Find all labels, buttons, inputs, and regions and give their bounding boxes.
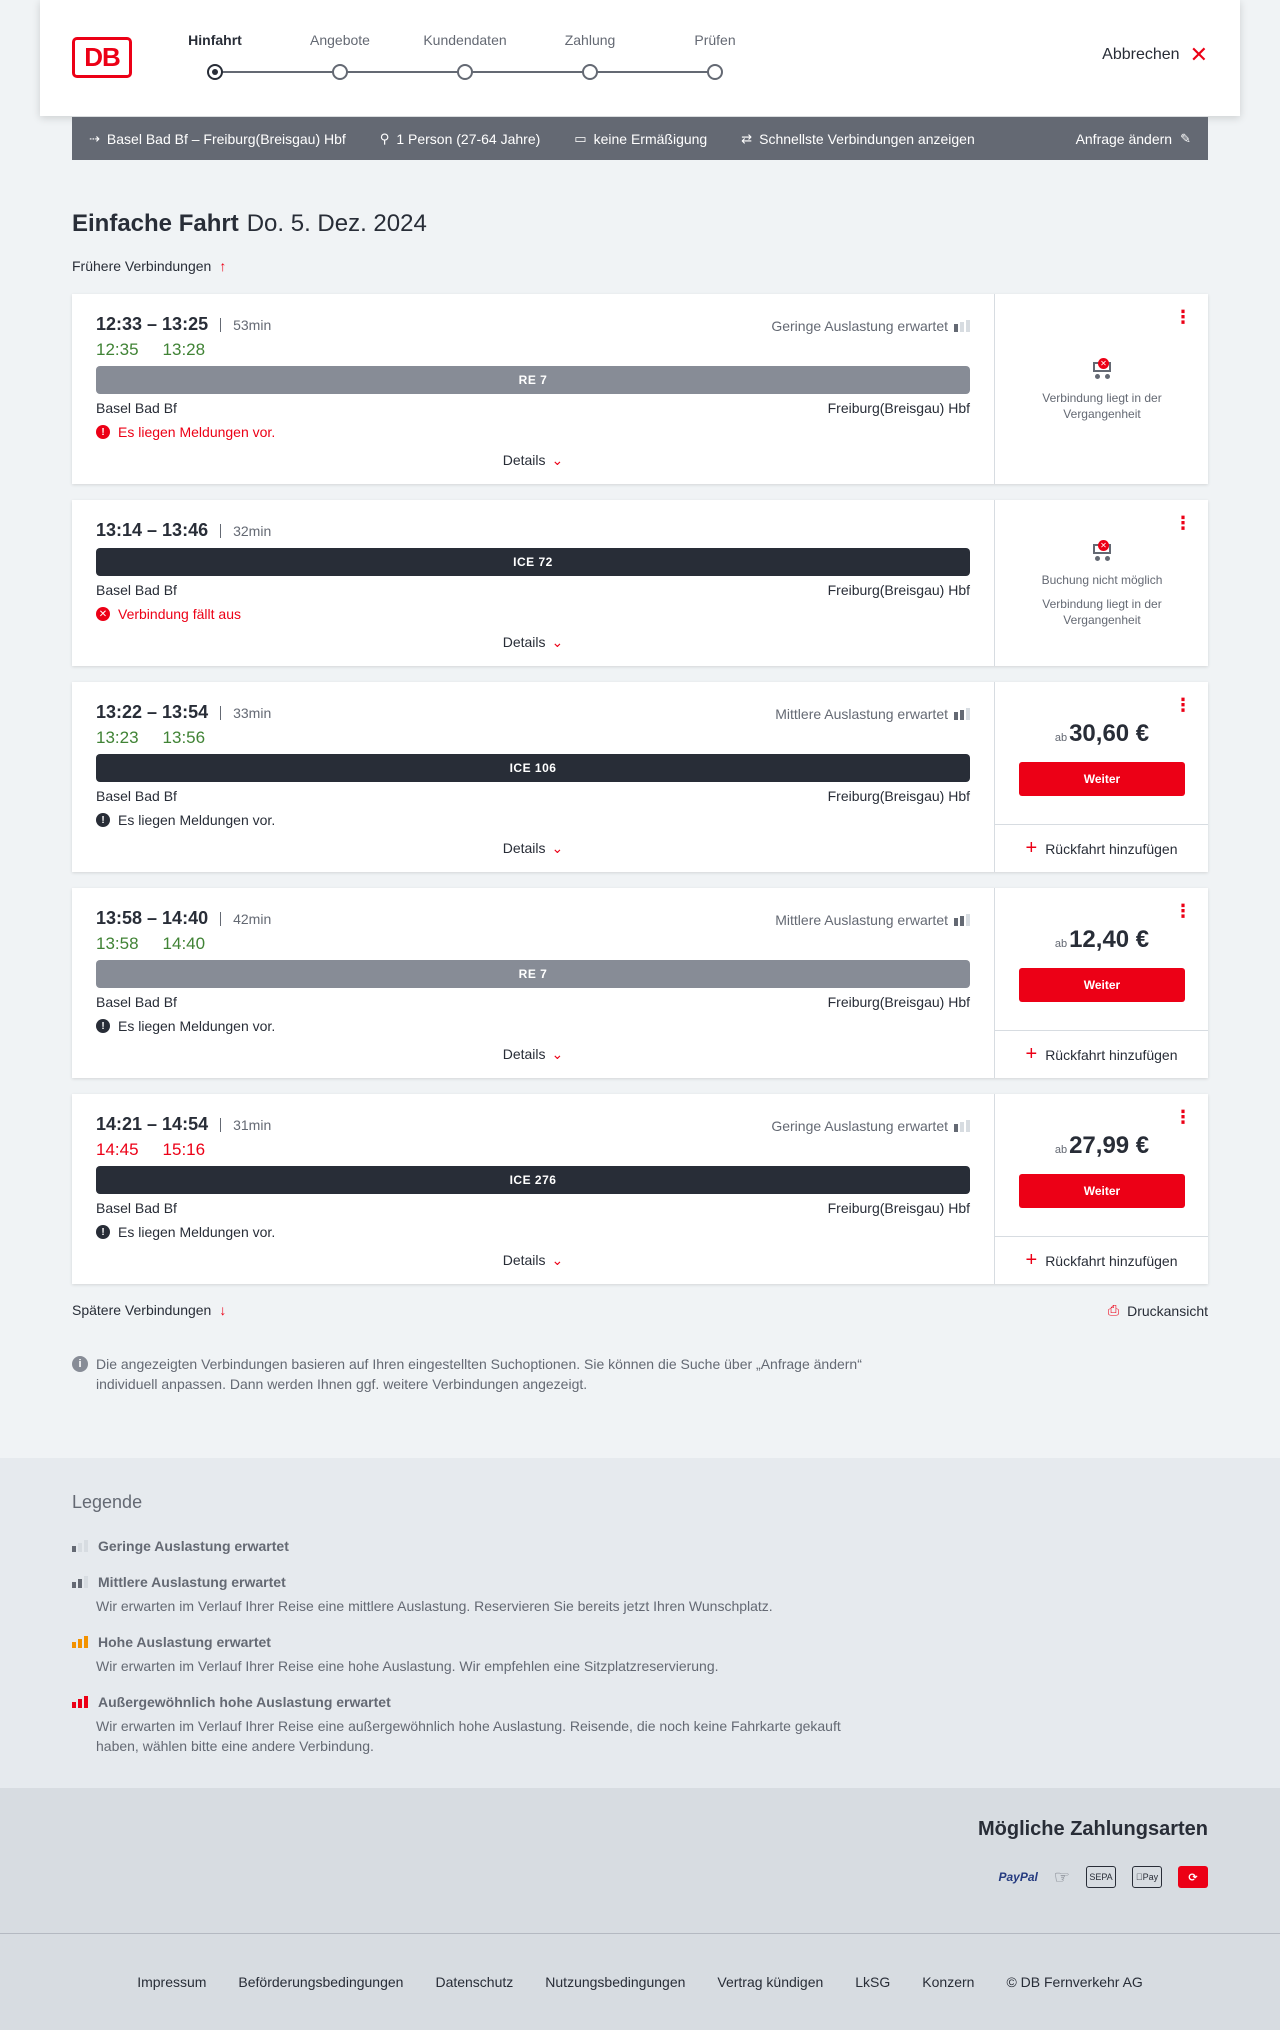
- printer-icon: ⎙: [1107, 1302, 1120, 1318]
- cancellation-text: Verbindung fällt aus: [118, 606, 241, 622]
- medium-occupancy-icon: [954, 708, 970, 720]
- scheduled-time: 13:22 – 13:54: [96, 702, 209, 722]
- cancel-label: Abbrechen: [1102, 46, 1180, 63]
- payment-title: Mögliche Zahlungsarten: [977, 1818, 1208, 1840]
- pencil-icon: ✎: [1180, 130, 1191, 146]
- edit-label: Anfrage ändern: [1075, 130, 1173, 147]
- edit-request-button[interactable]: [1076, 131, 1191, 147]
- connection-info: [72, 888, 994, 1078]
- realtime-arrival: 13:28: [162, 340, 206, 359]
- alert-icon: !: [96, 1019, 110, 1033]
- alert-text: Es liegen Meldungen vor.: [118, 812, 276, 828]
- medium-occupancy-icon: [72, 1576, 88, 1588]
- cancellation-message: [96, 606, 241, 622]
- price-value: 12,40 €: [1069, 926, 1150, 953]
- realtime-times: [96, 728, 205, 748]
- alert-message: [96, 1018, 275, 1034]
- legend-item-desc: Wir erwarten im Verlauf Ihrer Reise eine außergewöhnlich hohe Auslastung. Reisende, die noch keine Fahrkarte gekauft haben, wählen bitte eine andere Verbindung.: [96, 1718, 841, 1754]
- passenger-summary: [380, 131, 541, 147]
- add-return-button[interactable]: [995, 1236, 1208, 1284]
- details-toggle[interactable]: [72, 1046, 994, 1063]
- footer-links: [0, 1974, 1280, 1990]
- status-line-2: Vergangenheit: [1063, 613, 1141, 627]
- alert-icon: !: [96, 813, 110, 827]
- realtime-departure: 12:35: [96, 340, 139, 359]
- step-label: Hinfahrt: [188, 32, 242, 48]
- status-line-1: Verbindung liegt in der: [1042, 391, 1162, 405]
- connection-info: [72, 682, 994, 872]
- details-toggle[interactable]: [72, 840, 994, 857]
- step-label: Zahlung: [564, 32, 616, 48]
- alert-text: Es liegen Meldungen vor.: [118, 424, 276, 440]
- alert-message: [96, 1224, 275, 1240]
- connection-times: [96, 520, 271, 541]
- destination-station: Freiburg(Breisgau) Hbf: [827, 994, 970, 1010]
- add-return-button[interactable]: [995, 1030, 1208, 1078]
- price-value: 30,60 €: [1069, 720, 1150, 747]
- step-pruefen: [655, 30, 775, 80]
- train-bar[interactable]: ICE 276: [96, 1166, 970, 1194]
- discount-summary: [574, 131, 707, 147]
- step-label: Kundendaten: [423, 32, 507, 48]
- db-card-icon: ⟳: [1178, 1866, 1208, 1888]
- origin-station: Basel Bad Bf: [96, 400, 177, 416]
- step-label: Angebote: [310, 32, 370, 48]
- search-summary-bar: [72, 117, 1208, 160]
- connection-card: [72, 888, 1208, 1078]
- route-arrow-icon: ⇢: [89, 130, 100, 146]
- realtime-departure: 14:45: [96, 1140, 139, 1159]
- footer-link-konzern[interactable]: Konzern: [922, 1974, 975, 1990]
- station-row: [96, 1200, 970, 1216]
- footer-link-impressum[interactable]: Impressum: [137, 1974, 207, 1990]
- continue-button[interactable]: Weiter: [1019, 762, 1185, 796]
- sepa-icon: SEPA: [1086, 1866, 1116, 1888]
- price-value: 27,99 €: [1069, 1132, 1150, 1159]
- connection-times: [96, 1114, 271, 1135]
- chevron-down-icon: ⌄: [551, 1046, 564, 1062]
- realtime-times: [96, 340, 205, 360]
- info-icon: i: [72, 1356, 88, 1372]
- connection-info: [72, 1094, 994, 1284]
- add-return-button[interactable]: [995, 824, 1208, 872]
- db-logo[interactable]: DB: [72, 37, 132, 78]
- duration: 32min: [220, 524, 271, 538]
- train-bar[interactable]: ICE 106: [96, 754, 970, 782]
- legend-item-high: [72, 1634, 876, 1676]
- price-prefix: ab: [1054, 1144, 1068, 1156]
- destination-station: Freiburg(Breisgau) Hbf: [827, 582, 970, 598]
- return-label: Rückfahrt hinzufügen: [1045, 1046, 1178, 1063]
- legend-item-title: Mittlere Auslastung erwartet: [98, 1574, 286, 1590]
- occupancy-info: [775, 912, 970, 928]
- search-notice: [72, 1354, 862, 1394]
- more-options-icon[interactable]: ⋮: [1174, 901, 1192, 921]
- trip-type: Einfache Fahrt: [72, 210, 239, 237]
- arrow-up-icon: ↑: [219, 258, 227, 274]
- realtime-departure: 13:23: [96, 728, 139, 747]
- return-label: Rückfahrt hinzufügen: [1045, 1252, 1178, 1269]
- occupancy-label: Mittlere Auslastung erwartet: [775, 706, 948, 722]
- price: [995, 926, 1209, 954]
- connection-info: [72, 294, 994, 484]
- footer: [0, 1933, 1280, 2030]
- origin-station: Basel Bad Bf: [96, 1200, 177, 1216]
- footer-link-befoerderung[interactable]: Beförderungsbedingungen: [238, 1974, 404, 1990]
- passenger-text: 1 Person (27-64 Jahre): [396, 130, 541, 147]
- scheduled-time: 12:33 – 13:25: [96, 314, 209, 334]
- connection-times: [96, 702, 271, 723]
- details-label: Details: [502, 452, 546, 468]
- scheduled-time: 13:14 – 13:46: [96, 520, 209, 540]
- plus-icon: +: [1025, 837, 1038, 859]
- details-toggle[interactable]: [72, 634, 994, 651]
- status-line-2: Vergangenheit: [1063, 407, 1141, 421]
- chevron-down-icon: ⌄: [551, 1252, 564, 1268]
- alert-icon: !: [96, 1225, 110, 1239]
- details-label: Details: [502, 1046, 546, 1062]
- connection-card: [72, 500, 1208, 666]
- plus-icon: +: [1025, 1043, 1038, 1065]
- occupancy-info: [771, 1118, 970, 1134]
- station-row: [96, 582, 970, 598]
- train-bar[interactable]: ICE 72: [96, 548, 970, 576]
- more-options-icon[interactable]: ⋮: [1174, 1107, 1192, 1127]
- filter-icon: ⇄: [741, 130, 753, 146]
- step-label: Prüfen: [694, 32, 736, 48]
- footer-link-nutzung[interactable]: Nutzungsbedingungen: [545, 1974, 686, 1990]
- connection-card: [72, 1094, 1208, 1284]
- footer-link-lksg[interactable]: LkSG: [855, 1974, 891, 1990]
- alert-message: [96, 424, 275, 440]
- close-icon: ✕: [1189, 42, 1208, 67]
- route-summary: [89, 131, 346, 147]
- plus-icon: +: [1025, 1249, 1038, 1271]
- legend-section: [0, 1458, 1280, 1788]
- connection-times: [96, 314, 271, 335]
- return-label: Rückfahrt hinzufügen: [1045, 840, 1178, 857]
- print-view-link[interactable]: [1108, 1302, 1208, 1319]
- station-row: [96, 788, 970, 804]
- earlier-label: Frühere Verbindungen: [72, 258, 212, 274]
- scheduled-time: 14:21 – 14:54: [96, 1114, 209, 1134]
- progress-steps: [175, 30, 735, 90]
- payment-icons: [998, 1866, 1208, 1888]
- origin-station: Basel Bad Bf: [96, 788, 177, 804]
- status-line-1: Verbindung liegt in der: [1042, 597, 1162, 611]
- high-occupancy-icon: [72, 1636, 88, 1648]
- footer-link-datenschutz[interactable]: Datenschutz: [435, 1974, 514, 1990]
- step-dot: [707, 64, 723, 80]
- alert-icon: !: [96, 425, 110, 439]
- payment-methods-section: [0, 1788, 1280, 1933]
- details-toggle[interactable]: [72, 452, 994, 469]
- legend-item-title: Außergewöhnlich hohe Auslastung erwartet: [98, 1694, 391, 1710]
- station-row: [96, 994, 970, 1010]
- continue-button[interactable]: Weiter: [1019, 968, 1185, 1002]
- alert-text: Es liegen Meldungen vor.: [118, 1224, 276, 1240]
- occupancy-label: Geringe Auslastung erwartet: [771, 1118, 948, 1134]
- apple-pay-icon: [1132, 1866, 1162, 1888]
- discount-text: keine Ermäßigung: [593, 130, 708, 147]
- apple-logo-icon: [1136, 1872, 1143, 1882]
- details-toggle[interactable]: [72, 1252, 994, 1269]
- low-occupancy-icon: [954, 320, 970, 332]
- cart-unavailable-icon: ✕: [1089, 540, 1115, 562]
- price-prefix: ab: [1054, 732, 1068, 744]
- realtime-arrival: 14:40: [162, 934, 206, 953]
- legend-item-low: [72, 1538, 289, 1554]
- low-occupancy-icon: [954, 1120, 970, 1132]
- station-row: [96, 400, 970, 416]
- low-occupancy-icon: [72, 1540, 88, 1552]
- legend-item-desc: Wir erwarten im Verlauf Ihrer Reise eine mittlere Auslastung. Reservieren Sie bereits jetzt Ihren Wunschplatz.: [96, 1598, 773, 1614]
- continue-button[interactable]: Weiter: [1019, 1174, 1185, 1208]
- later-connections-link[interactable]: [72, 1302, 226, 1318]
- realtime-arrival: 13:56: [162, 728, 206, 747]
- origin-station: Basel Bad Bf: [96, 994, 177, 1010]
- trip-date: Do. 5. Dez. 2024: [246, 210, 427, 237]
- scheduled-time: 13:58 – 14:40: [96, 908, 209, 928]
- realtime-arrival: 15:16: [162, 1140, 206, 1159]
- legend-item-desc: Wir erwarten im Verlauf Ihrer Reise eine hohe Auslastung. Wir empfehlen eine Sitzplatzreservierung.: [96, 1658, 719, 1674]
- step-angebote: [280, 30, 400, 80]
- duration: 33min: [220, 706, 271, 720]
- step-zahlung: [530, 30, 650, 80]
- page-title: [72, 210, 427, 238]
- credit-card-icon: ☞: [1053, 1866, 1070, 1887]
- step-dot: [207, 64, 223, 80]
- medium-occupancy-icon: [954, 914, 970, 926]
- very-high-occupancy-icon: [72, 1696, 88, 1708]
- unavailable-status: [995, 358, 1209, 422]
- train-bar[interactable]: RE 7: [96, 960, 970, 988]
- apple-pay-label: Pay: [1139, 1872, 1155, 1882]
- details-label: Details: [502, 1252, 546, 1268]
- legend-item-title: Hohe Auslastung erwartet: [98, 1634, 271, 1650]
- destination-station: Freiburg(Breisgau) Hbf: [827, 400, 970, 416]
- price-prefix: ab: [1054, 938, 1068, 950]
- option-summary: [741, 131, 975, 147]
- legend-item-title: Geringe Auslastung erwartet: [98, 1538, 289, 1554]
- train-bar[interactable]: RE 7: [96, 366, 970, 394]
- occupancy-label: Mittlere Auslastung erwartet: [775, 912, 948, 928]
- duration: 31min: [220, 1118, 271, 1132]
- destination-station: Freiburg(Breisgau) Hbf: [827, 788, 970, 804]
- realtime-times: [96, 934, 205, 954]
- legend-item-medium: [72, 1574, 876, 1616]
- step-dot: [332, 64, 348, 80]
- more-options-icon[interactable]: ⋮: [1174, 695, 1192, 715]
- connection-card: [72, 294, 1208, 484]
- destination-station: Freiburg(Breisgau) Hbf: [827, 1200, 970, 1216]
- print-label: Druckansicht: [1127, 1302, 1208, 1319]
- origin-station: Basel Bad Bf: [96, 582, 177, 598]
- price: [995, 1132, 1209, 1160]
- notice-text: Die angezeigten Verbindungen basieren auf Ihren eingestellten Suchoptionen. Sie können die Suche über „Anfrage ändern“ individuell anpassen. Dann werden Ihnen ggf. weitere Verbindungen angezeigt.: [96, 1356, 862, 1392]
- booking-panel: [994, 682, 1208, 872]
- footer-link-vertrag-kuendigen[interactable]: Vertrag kündigen: [717, 1974, 824, 1990]
- legend-title: Legende: [72, 1492, 143, 1512]
- booking-not-possible: Buchung nicht möglich: [1041, 573, 1163, 587]
- occupancy-label: Geringe Auslastung erwartet: [771, 318, 948, 334]
- cart-unavailable-icon: ✕: [1089, 358, 1115, 380]
- connection-info: [72, 500, 994, 666]
- option-text: Schnellste Verbindungen anzeigen: [759, 130, 975, 147]
- arrow-down-icon: ↓: [219, 1302, 227, 1318]
- unavailable-status: [995, 540, 1209, 628]
- realtime-departure: 13:58: [96, 934, 139, 953]
- realtime-times: [96, 1140, 205, 1160]
- paypal-icon: PayPal: [998, 1870, 1038, 1884]
- occupancy-info: [775, 706, 970, 722]
- legend-item-very-high: [72, 1694, 876, 1756]
- duration: 53min: [220, 318, 271, 332]
- booking-panel: [994, 1094, 1208, 1284]
- step-dot: [457, 64, 473, 80]
- cancel-button[interactable]: [1102, 42, 1208, 67]
- chevron-down-icon: ⌄: [551, 840, 564, 856]
- step-hinfahrt: [155, 30, 275, 80]
- occupancy-info: [771, 318, 970, 334]
- earlier-connections-link[interactable]: [72, 258, 226, 274]
- header: [40, 0, 1240, 116]
- chevron-down-icon: ⌄: [551, 634, 564, 650]
- later-label: Spätere Verbindungen: [72, 1302, 212, 1318]
- cancelled-icon: ✕: [96, 607, 110, 621]
- step-dot: [582, 64, 598, 80]
- card-icon: ▭: [574, 130, 587, 146]
- more-options-icon[interactable]: ⋮: [1174, 513, 1192, 533]
- booking-panel: [994, 888, 1208, 1078]
- price: [995, 720, 1209, 748]
- booking-panel: [994, 500, 1208, 666]
- details-label: Details: [502, 840, 546, 856]
- person-icon: ⚲: [379, 130, 390, 146]
- footer-copyright: © DB Fernverkehr AG: [1006, 1974, 1143, 1990]
- booking-panel: [994, 294, 1208, 484]
- duration: 42min: [220, 912, 271, 926]
- alert-message: [96, 812, 275, 828]
- alert-text: Es liegen Meldungen vor.: [118, 1018, 276, 1034]
- connection-card: [72, 682, 1208, 872]
- more-options-icon[interactable]: ⋮: [1174, 307, 1192, 327]
- chevron-down-icon: ⌄: [551, 452, 564, 468]
- connection-times: [96, 908, 271, 929]
- route-text: Basel Bad Bf – Freiburg(Breisgau) Hbf: [106, 130, 346, 147]
- details-label: Details: [502, 634, 546, 650]
- step-kundendaten: [405, 30, 525, 80]
